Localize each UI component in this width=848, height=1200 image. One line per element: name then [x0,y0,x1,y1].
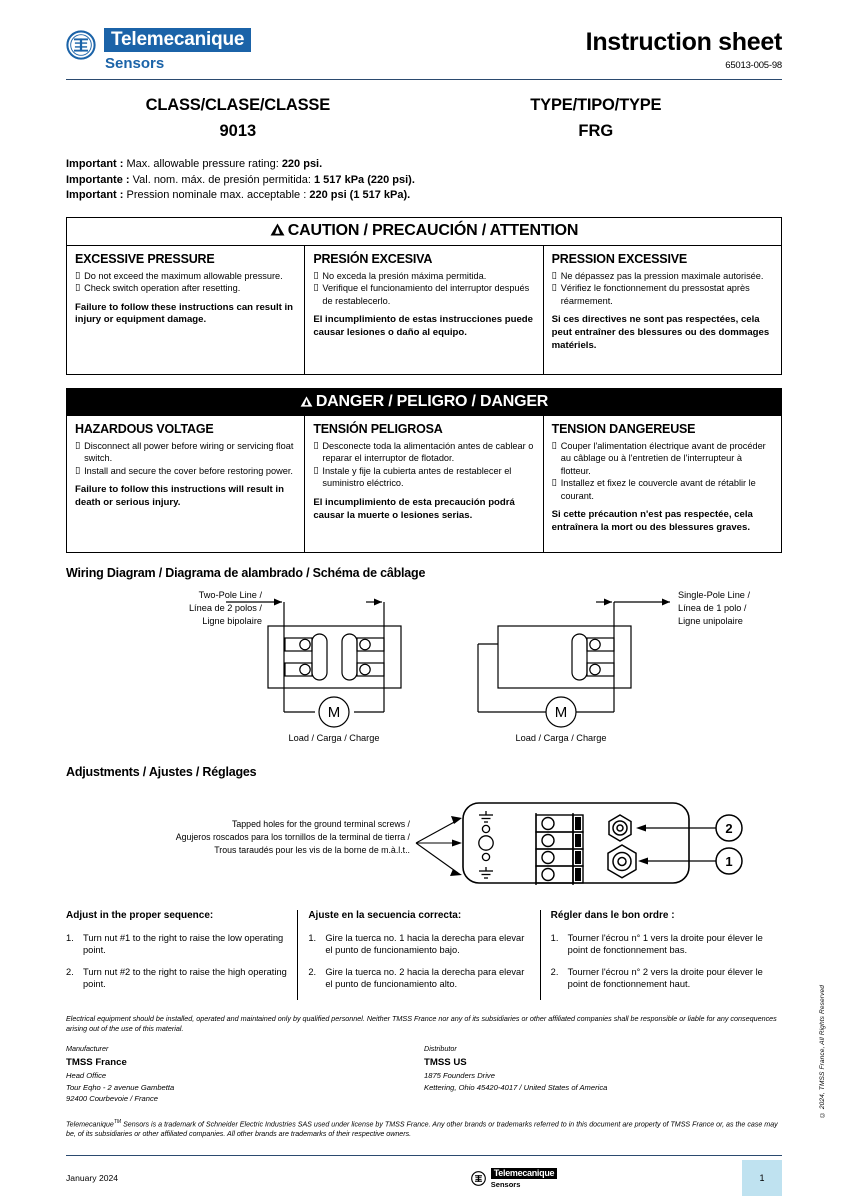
telemecanique-circle-logo-icon [66,30,96,60]
sequence-step [551,966,772,991]
wiring-section-title: Wiring Diagram / Diagrama de alambrado / Schéma de câblage [66,565,426,580]
bullet-box-icon: ▯ [551,439,557,451]
two-pole-label-line-3: Ligne bipolaire [202,615,262,626]
safety-bullet-text: Do not exceed the maximum allowable pressure. [84,270,283,281]
document-number: 65013-005-98 [725,60,782,71]
sequence-columns [66,910,782,1000]
single-pole-label-line-1: Single-Pole Line / [678,589,751,600]
sequence-step-number: 2. [308,966,317,977]
important-line: Important : Max. allowable pressure rating: 220 psi. [66,158,323,170]
trademark-text: Sensors is a trademark of Schneider Electric Industries SAS used under license by TMSS France. Any other brands or trademarks referred to in this document are property of TMSS France or, as the case may be, of its subsidiaries or other affiliated companies. All other brands are trademarks of their respective owners. [66,1119,778,1138]
safety-bullet-item [75,270,296,283]
safety-bullet-item [75,465,296,478]
bullet-box-icon: ▯ [551,477,557,489]
safety-bullet-item [313,440,534,465]
manufacturer-address [66,1057,424,1105]
caution-column-consequence: El incumplimiento de estas instrucciones puede causar lesiones o daño al equipo. [313,314,533,339]
distributor-role-label: Distributor [424,1043,457,1053]
important-line: Importante : Val. nom. máx. de presión permitida: 1 517 kPa (220 psi). [66,173,415,186]
bullet-box-icon: ▯ [75,282,81,294]
brand-logo [66,28,251,72]
page-footer-bar [66,1160,782,1196]
safety-bullet-item [552,282,773,307]
addresses-row [66,1057,782,1105]
bullet-box-icon: ▯ [313,269,319,281]
manufacturer-address-lines [66,1070,424,1104]
address-line: 92400 Courbevoie / France [66,1094,159,1104]
manufacturer-name: TMSS France [66,1056,127,1068]
caution-column-title: PRESIÓN EXCESIVA [313,251,433,266]
page-title: Instruction sheet [585,28,782,56]
caution-column-title: PRESSION EXCESSIVE [551,251,687,266]
sequence-title: Adjust in the proper sequence: [66,909,214,921]
safety-bullet-item [552,440,773,478]
safety-bullet-text: Instale y fije la cubierta antes de restablecer el suministro eléctrico. [322,465,512,489]
danger-column-consequence: El incumplimiento de esta precaución podrá causar la muerte o lesiones serias. [313,496,515,521]
motor-symbol-right: M [554,703,568,721]
class-label: CLASS/CLASE/CLASSE [145,96,330,114]
distributor-address [424,1057,782,1105]
danger-bullet-list [75,440,296,478]
publication-date: January 2024 [66,1173,119,1183]
safety-bullet-text: Install and secure the cover before restoring power. [84,465,293,476]
class-column [66,96,410,141]
trademark-notice [66,1117,782,1139]
address-line: Head Office [66,1071,107,1081]
caution-columns [67,246,781,374]
footer-logo [286,1168,742,1189]
safety-bullet-item [313,270,534,283]
adjustments-device-svg [66,783,782,898]
safety-bullet-item [552,270,773,283]
type-column [410,96,782,141]
sequence-step-number: 1. [308,932,317,943]
sequence-step-number: 2. [66,966,74,977]
bullet-box-icon: ▯ [551,282,557,294]
page-number: 1 [742,1160,782,1196]
telemecanique-circle-logo-icon [471,1171,486,1186]
safety-bullet-item [313,282,534,307]
sequence-column [66,910,297,1000]
nut-callout-2: 2 [725,820,733,836]
danger-column [543,416,781,552]
safety-bullet-text: Couper l'alimentation électrique avant de procéder au câblage ou à l'entretien de l'interrupteur à flotteur. [560,440,766,476]
sequence-step-number: 1. [550,932,559,943]
caution-column-consequence: Si ces directives ne sont pas respectées, cela peut entraîner des blessures ou des dommages matériels. [551,314,770,351]
sequence-step-number: 1. [66,932,74,943]
type-value: FRG [578,122,614,140]
footer-divider [66,1155,782,1156]
sequence-step-text: Gire la tuerca no. 2 hacia la derecha para elevar el punto de funcionamiento alto. [325,966,525,990]
safety-bullet-text: Vérifiez le fonctionnement du pressostat après réarmement. [560,283,750,306]
bullet-box-icon: ▯ [75,439,81,451]
sequence-step [66,932,287,957]
sequence-title: Ajuste en la secuencia correcta: [308,909,462,921]
danger-bullet-list [313,440,534,490]
address-line: Kettering, Ohio 45420-4017 / United States of America [424,1082,608,1092]
important-notes [66,157,782,204]
sequence-step [551,932,772,957]
danger-bullet-list [552,440,773,503]
danger-column [67,416,304,552]
safety-bullet-text: No exceda la presión máxima permitida. [322,270,487,281]
sequence-step [308,966,529,991]
danger-heading [67,389,781,416]
caution-bullet-list [313,270,534,308]
danger-column [304,416,542,552]
caution-column-consequence: Failure to follow these instructions can result in injury or equipment damage. [75,301,294,326]
caution-heading-text: CAUTION / PRECAUCIÓN / ATTENTION [287,221,579,239]
distributor-name: TMSS US [424,1056,467,1068]
sequence-step-text: Turn nut #2 to the right to raise the high operating point. [83,966,287,990]
safety-bullet-item [552,477,773,502]
address-line: 1875 Founders Drive [424,1071,495,1081]
sequence-step-text: Tourner l'écrou n° 2 vers la droite pour élever le point de fonctionnement haut. [567,966,763,990]
safety-bullet-text: Verifique el funcionamiento del interruptor después de restablecerlo. [322,283,530,306]
safety-bullet-item [313,465,534,490]
sequence-step-text: Tourner l'écrou n° 1 vers la droite pour élever le point de fonctionnement bas. [567,932,763,956]
footer-brand-name: Telemecanique [491,1168,557,1179]
caution-column-title: EXCESSIVE PRESSURE [75,251,215,266]
danger-column-title: TENSION DANGEREUSE [551,421,696,436]
load-label-left: Load / Carga / Charge [288,732,380,743]
caution-column [67,246,304,374]
class-type-row [66,96,782,141]
bullet-box-icon: ▯ [313,439,319,451]
brand-name: Telemecanique [104,28,251,52]
brand-subname: Sensors [105,55,165,72]
danger-column-consequence: Si cette précaution n'est pas respectée, cela entraînera la mort ou des blessures graves. [551,509,753,534]
sequence-column [297,910,539,1000]
bullet-box-icon: ▯ [75,464,81,476]
wiring-diagram-svg [66,584,782,749]
sequence-step [308,932,529,957]
single-pole-label-line-2: Línea de 1 polo / [678,602,747,613]
two-pole-label-line-2: Línea de 2 polos / [188,602,262,613]
distributor-address-lines [424,1070,782,1093]
sequence-step-text: Gire la tuerca no. 1 hacia la derecha para elevar el punto de funcionamiento bajo. [325,932,525,956]
header-divider [66,79,782,80]
sequence-step [66,966,287,991]
danger-column-title: HAZARDOUS VOLTAGE [75,421,214,436]
ground-callout-line-2: Agujeros roscados para los tornillos de la terminal de tierra / [175,831,410,842]
trademark-brand: Telemecanique [66,1119,114,1128]
ground-callout-line-3: Trous taraudés pour les vis de la borne de m.à.l.t.. [214,844,410,855]
trademark-superscript: TM [113,1118,122,1125]
sequence-title: Régler dans le bon ordre : [550,909,675,921]
bullet-box-icon: ▯ [313,282,319,294]
safety-bullet-text: Desconecte toda la alimentación antes de cablear o reparar el interruptor de flotador. [322,440,534,464]
wiring-diagram-graphic [66,584,782,749]
type-label: TYPE/TIPO/TYPE [530,96,662,114]
caution-column [304,246,542,374]
caution-bullet-list [552,270,773,308]
warning-triangle-icon [270,223,285,236]
address-line: Tour Eqho - 2 avenue Gambetta [66,1082,175,1092]
sequence-column [540,910,782,1000]
danger-columns [67,416,781,552]
document-title-block [586,28,782,71]
caution-bullet-list [75,270,296,295]
caution-heading [67,218,781,246]
safety-bullet-text: Installez et fixez le couvercle avant de rétablir le courant. [560,478,756,501]
class-value: 9013 [219,122,257,140]
copyright-vertical: © 2024, TMSS France, All Rights Reserved [819,985,826,1119]
wiring-section [66,566,782,749]
motor-symbol-left: M [327,703,341,721]
two-pole-label-line-1: Two-Pole Line / [198,589,262,600]
important-line: Important : Pression nominale max. acceptable : 220 psi (1 517 kPa). [66,189,411,201]
nut-callout-1: 1 [725,853,733,869]
safety-bullet-item [75,282,296,295]
safety-bullet-text: Ne dépassez pas la pression maximale autorisée. [560,270,764,281]
legal-disclaimer: Electrical equipment should be installed, operated and maintained only by qualified personnel. Neither TMSS France nor any of its subsidiaries or other affiliated companies shall be responsible or liable for any consequences arising out of the use of this material. [66,1013,777,1033]
safety-bullet-text: Disconnect all power before wiring or servicing float switch. [84,440,294,464]
caution-column [543,246,781,374]
footer-brand-subname: Sensors [490,1179,521,1189]
adjustments-section [66,765,782,898]
danger-heading-text: DANGER / PELIGRO / DANGER [315,392,549,410]
load-label-right: Load / Carga / Charge [515,732,607,743]
sequence-step-text: Turn nut #1 to the right to raise the low operating point. [83,932,284,956]
safety-bullet-item [75,440,296,465]
single-pole-label-line-3: Ligne unipolaire [678,615,743,626]
warning-triangle-icon [300,396,313,407]
page-header [66,0,782,72]
ground-callout-line-1: Tapped holes for the ground terminal screws / [232,818,410,829]
adjustments-section-title: Adjustments / Ajustes / Réglages [66,764,257,779]
manufacturer-role-label: Manufacturer [66,1043,109,1053]
danger-column-title: TENSIÓN PELIGROSA [313,421,443,436]
danger-column-consequence: Failure to follow this instructions will result in death or serious injury. [75,484,284,509]
safety-bullet-text: Check switch operation after resetting. [84,283,241,294]
bullet-box-icon: ▯ [551,269,557,281]
bullet-box-icon: ▯ [313,464,319,476]
danger-panel [66,388,782,553]
roles-row [66,1044,782,1053]
bullet-box-icon: ▯ [75,269,81,281]
caution-panel [66,217,782,375]
sequence-step-number: 2. [550,966,559,977]
adjustments-graphic [66,783,782,898]
